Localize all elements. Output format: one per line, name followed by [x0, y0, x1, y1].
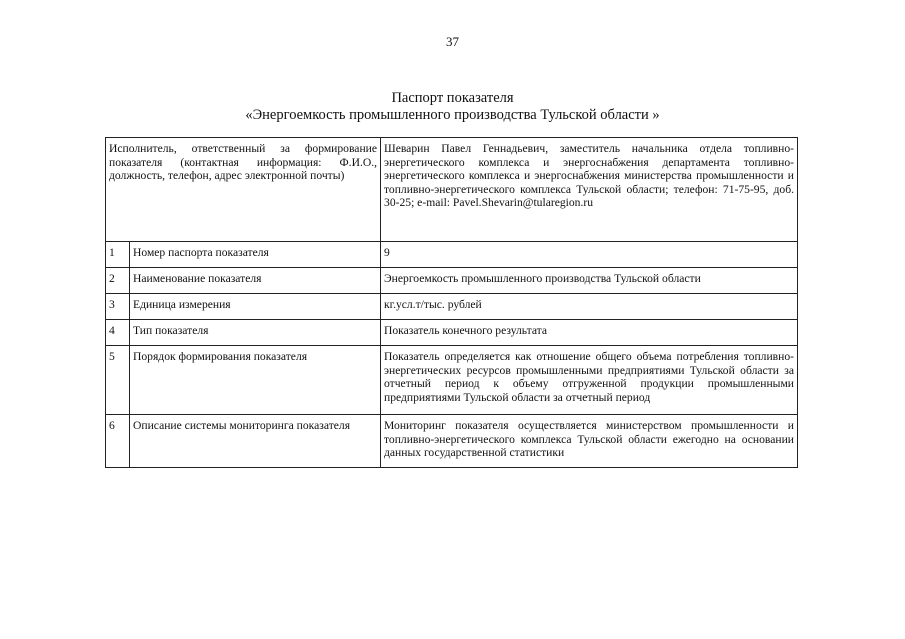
indicator-passport-table — [105, 137, 798, 468]
row-value-cell: Показатель определяется как отношение общего объема потребления топливно-энергетических ресурсов промышленными предприятиями Тульской области за отчетный период к объему отгруженной продукции промышленными предприятиями Тульской области за отчетный период — [381, 346, 798, 415]
table-row — [106, 242, 798, 268]
executor-label-cell: Исполнитель, ответственный за формирование показателя (контактная информация: Ф.И.О., должность, телефон, адрес электронной почты) — [106, 138, 381, 242]
row-value-cell: Энергоемкость промышленного производства Тульской области — [381, 268, 798, 294]
row-label-cell: Наименование показателя — [130, 268, 381, 294]
row-value-cell: кг.усл.т/тыс. рублей — [381, 294, 798, 320]
table-row — [106, 268, 798, 294]
table-row — [106, 320, 798, 346]
row-number-cell: 3 — [106, 294, 130, 320]
table-row-executor — [106, 138, 798, 242]
title-line-2: «Энергоемкость промышленного производства Тульской области » — [245, 107, 660, 123]
table-row — [106, 415, 798, 468]
title-line-1: Паспорт показателя — [391, 90, 514, 106]
executor-value-cell: Шеварин Павел Геннадьевич, заместитель начальника отдела топливно-энергетического комплекса и энергоснабжения департамента топливно-энергетического комплекса и энергоснабжения министерства промышленности и топливно-энергетического комплекса Тульской области; телефон: 71-75-95, доб. 30-25; e-mail: Pavel.Shevarin@tularegion.ru — [381, 138, 798, 242]
row-label-cell: Номер паспорта показателя — [130, 242, 381, 268]
row-label-cell: Порядок формирования показателя — [130, 346, 381, 415]
row-number-cell: 6 — [106, 415, 130, 468]
row-label-cell: Описание системы мониторинга показателя — [130, 415, 381, 468]
row-number-cell: 5 — [106, 346, 130, 415]
row-label-cell: Единица измерения — [130, 294, 381, 320]
row-value-cell: Показатель конечного результата — [381, 320, 798, 346]
table-row — [106, 346, 798, 415]
page-number: 37 — [446, 34, 459, 49]
table-row — [106, 294, 798, 320]
document-title — [0, 90, 905, 124]
row-value-cell: Мониторинг показателя осуществляется министерством промышленности и топливно-энергетического комплекса Тульской области ежегодно на основании данных государственной статистики — [381, 415, 798, 468]
row-number-cell: 4 — [106, 320, 130, 346]
row-number-cell: 2 — [106, 268, 130, 294]
row-label-cell: Тип показателя — [130, 320, 381, 346]
row-number-cell: 1 — [106, 242, 130, 268]
row-value-cell: 9 — [381, 242, 798, 268]
